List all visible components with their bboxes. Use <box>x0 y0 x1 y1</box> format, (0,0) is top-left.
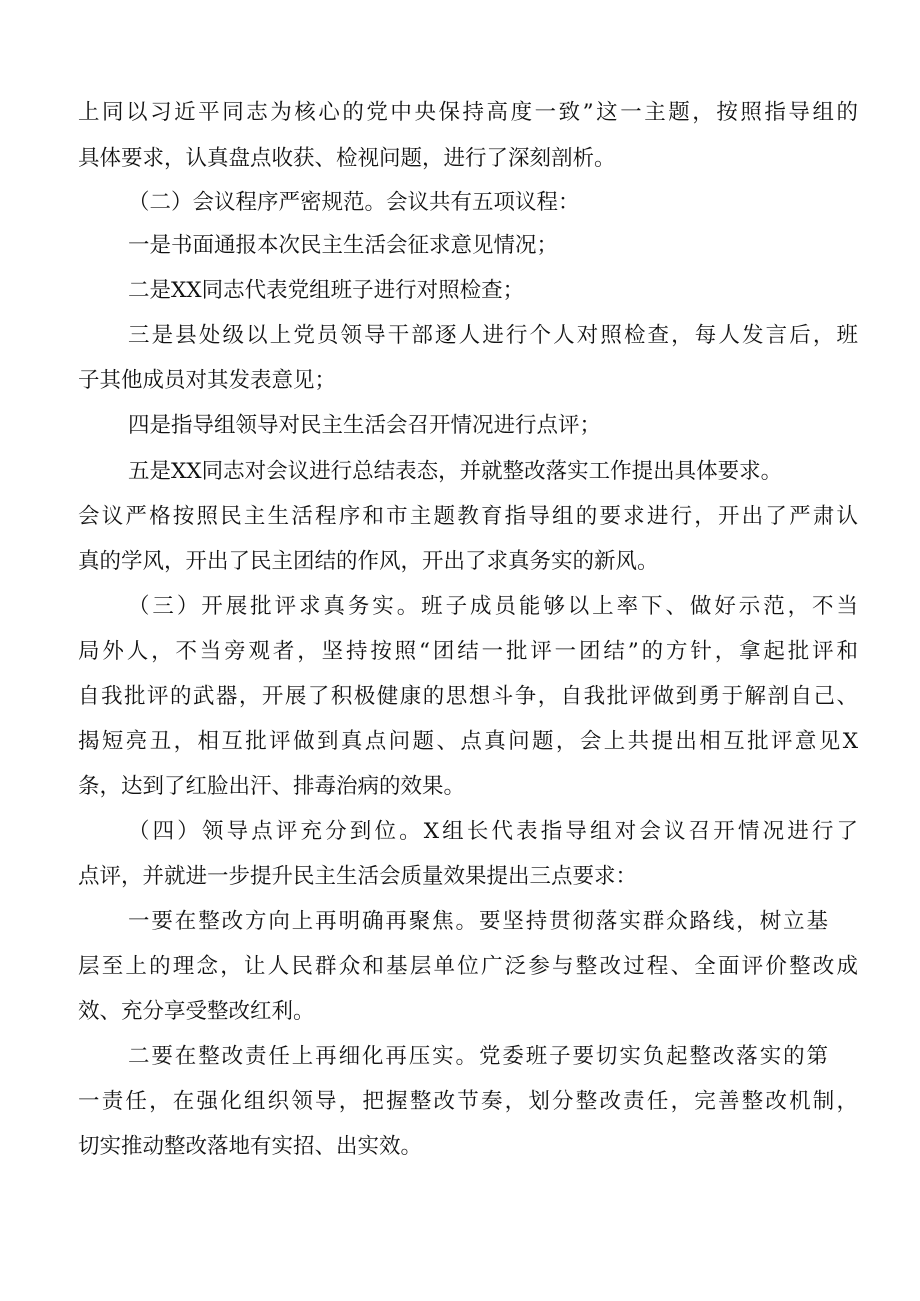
text-line: 子其他成员对其发表意见； <box>78 368 337 393</box>
agenda-item-5: 五是XX同志对会议进行总结表态，并就整改落实工作提出具体要求。 <box>128 459 783 484</box>
agenda-item-3: 三是县处级以上党员领导干部逐人进行个人对照检查，每人发言后，班 <box>128 323 858 348</box>
text-line: 真的学风，开出了民主团结的作风，开出了求真务实的新风。 <box>78 549 659 574</box>
section-heading-2: （二）会议程序严密规范。会议共有五项议程： <box>128 190 580 215</box>
text-line: 上同以习近平同志为核心的党中央保持高度一致”这一主题，按照指导组的 <box>78 100 858 125</box>
text-line: 条，达到了红脸出汗、排毒治病的效果。 <box>78 774 466 799</box>
section-heading-3: （三）开展批评求真务实。班子成员能够以上率下、做好示范，不当 <box>128 594 858 619</box>
section-heading-4: （四）领导点评充分到位。X组长代表指导组对会议召开情况进行了 <box>128 819 858 844</box>
requirement-2: 二要在整改责任上再细化再压实。党委班子要切实负起整改落实的第 <box>128 1044 828 1069</box>
agenda-item-2: 二是XX同志代表党组班子进行对照检查； <box>128 278 525 303</box>
requirement-1: 一要在整改方向上再明确再聚焦。要坚持贯彻落实群众路线，树立基 <box>128 909 828 934</box>
text-line: 层至上的理念，让人民群众和基层单位广泛参与整改过程、全面评价整改成 <box>78 954 858 979</box>
text-line: 揭短亮丑，相互批评做到真点问题、点真问题，会上共提出相互批评意见X <box>78 729 858 754</box>
text-line: 局外人，不当旁观者，坚持按照“团结一批评一团结”的方针，拿起批评和 <box>78 639 858 664</box>
text-line: 点评，并就进一步提升民主生活会质量效果提出三点要求： <box>78 864 638 889</box>
text-line: 一责任，在强化组织领导，把握整改节奏，划分整改责任，完善整改机制， <box>78 1089 858 1114</box>
text-line: 会议严格按照民主生活程序和市主题教育指导组的要求进行，开出了严肃认 <box>78 504 858 529</box>
text-line: 切实推动整改落地有实招、出实效。 <box>78 1134 423 1159</box>
agenda-item-1: 一是书面通报本次民主生活会征求意见情况； <box>128 233 559 258</box>
text-line: 具体要求，认真盘点收获、检视问题，进行了深刻剖析。 <box>78 146 616 171</box>
text-line: 效、充分享受整改红利。 <box>78 999 315 1024</box>
agenda-item-4: 四是指导组领导对民主生活会召开情况进行点评； <box>128 413 602 438</box>
text-line: 自我批评的武器，开展了积极健康的思想斗争，自我批评做到勇于解剖自己、 <box>78 684 858 709</box>
